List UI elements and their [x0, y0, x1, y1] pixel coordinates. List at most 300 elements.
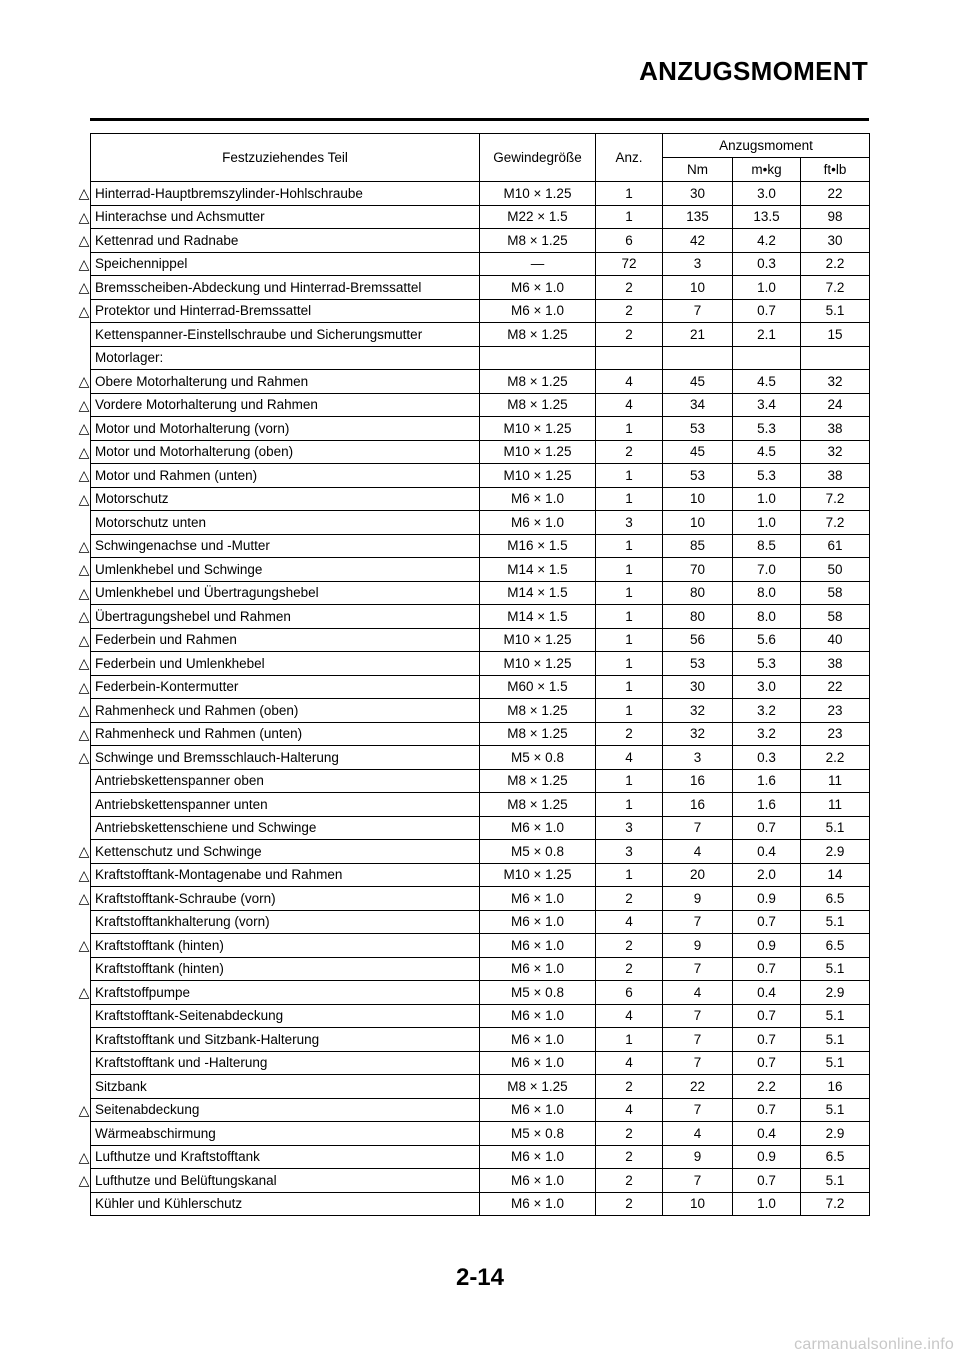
cell-nm: 135 — [663, 205, 733, 229]
cell-nm: 3 — [663, 252, 733, 276]
warning-triangle-icon: △ — [78, 561, 90, 577]
cell-qty: 4 — [596, 746, 663, 770]
table-row — [91, 487, 870, 511]
cell-thread: M6 × 1.0 — [480, 910, 596, 934]
cell-qty: 1 — [596, 628, 663, 652]
cell-qty: 1 — [596, 652, 663, 676]
cell-part: Speichennippel — [91, 252, 480, 276]
table-row — [91, 934, 870, 958]
table-row — [91, 370, 870, 394]
cell-part: Motor und Motorhalterung (vorn) — [91, 417, 480, 441]
table-row — [91, 675, 870, 699]
column-header-ftlb: ft•lb — [801, 158, 870, 182]
warning-triangle-icon: △ — [78, 679, 90, 695]
cell-part: Antriebskettenschiene und Schwinge — [91, 816, 480, 840]
cell-mkg: 3.2 — [733, 699, 801, 723]
cell-nm: 53 — [663, 464, 733, 488]
table-row — [91, 299, 870, 323]
cell-ftlb: 5.1 — [801, 957, 870, 981]
cell-part: Obere Motorhalterung und Rahmen — [91, 370, 480, 394]
cell-qty: 6 — [596, 229, 663, 253]
cell-nm: 10 — [663, 1192, 733, 1216]
cell-mkg: 8.0 — [733, 581, 801, 605]
cell-qty: 1 — [596, 558, 663, 582]
cell-part: Kraftstofftank und -Halterung — [91, 1051, 480, 1075]
table-row — [91, 346, 870, 370]
cell-mkg: 2.0 — [733, 863, 801, 887]
cell-thread: M6 × 1.0 — [480, 1098, 596, 1122]
cell-thread: M5 × 0.8 — [480, 1122, 596, 1146]
cell-ftlb: 38 — [801, 417, 870, 441]
table-row — [91, 534, 870, 558]
warning-triangle-icon: △ — [78, 491, 90, 507]
cell-part: Rahmenheck und Rahmen (oben) — [91, 699, 480, 723]
cell-thread: M6 × 1.0 — [480, 934, 596, 958]
cell-part: Federbein und Umlenkhebel — [91, 652, 480, 676]
cell-qty: 4 — [596, 393, 663, 417]
cell-qty: 2 — [596, 323, 663, 347]
cell-part: Kühler und Kühlerschutz — [91, 1192, 480, 1216]
cell-part: Wärmeabschirmung — [91, 1122, 480, 1146]
cell-thread: M8 × 1.25 — [480, 323, 596, 347]
cell-thread: — — [480, 252, 596, 276]
cell-mkg: 0.9 — [733, 1145, 801, 1169]
warning-triangle-icon: △ — [78, 937, 90, 953]
cell-thread: M8 × 1.25 — [480, 393, 596, 417]
cell-qty — [596, 346, 663, 370]
column-header-qty: Anz. — [596, 134, 663, 182]
cell-ftlb: 5.1 — [801, 816, 870, 840]
cell-mkg: 0.7 — [733, 1028, 801, 1052]
cell-thread: M6 × 1.0 — [480, 511, 596, 535]
cell-nm: 10 — [663, 487, 733, 511]
cell-mkg: 5.6 — [733, 628, 801, 652]
cell-part: Lufthutze und Belüftungskanal — [91, 1169, 480, 1193]
cell-part: Kraftstofftank-Montagenabe und Rahmen — [91, 863, 480, 887]
cell-qty: 2 — [596, 722, 663, 746]
watermark: carmanualsonline.info — [794, 1336, 954, 1353]
cell-ftlb: 38 — [801, 652, 870, 676]
cell-mkg: 8.5 — [733, 534, 801, 558]
cell-nm: 32 — [663, 722, 733, 746]
cell-part: Kraftstofftank (hinten) — [91, 957, 480, 981]
cell-part: Federbein-Kontermutter — [91, 675, 480, 699]
cell-part: Motorschutz — [91, 487, 480, 511]
table-row — [91, 863, 870, 887]
cell-nm: 7 — [663, 1169, 733, 1193]
warning-triangle-icon: △ — [78, 655, 90, 671]
cell-nm: 53 — [663, 417, 733, 441]
warning-triangle-icon: △ — [78, 1149, 90, 1165]
cell-thread — [480, 346, 596, 370]
cell-qty: 1 — [596, 581, 663, 605]
torque-table — [90, 133, 870, 1216]
cell-part: Kraftstofftank und Sitzbank-Halterung — [91, 1028, 480, 1052]
table-row — [91, 1075, 870, 1099]
cell-mkg — [733, 346, 801, 370]
warning-triangle-icon: △ — [78, 467, 90, 483]
cell-ftlb: 22 — [801, 675, 870, 699]
cell-qty: 1 — [596, 534, 663, 558]
cell-thread: M10 × 1.25 — [480, 464, 596, 488]
cell-ftlb: 30 — [801, 229, 870, 253]
cell-ftlb — [801, 346, 870, 370]
cell-qty: 4 — [596, 1051, 663, 1075]
cell-mkg: 8.0 — [733, 605, 801, 629]
cell-part: Motorschutz unten — [91, 511, 480, 535]
cell-qty: 1 — [596, 699, 663, 723]
cell-thread: M8 × 1.25 — [480, 769, 596, 793]
cell-qty: 2 — [596, 1122, 663, 1146]
cell-part: Kraftstofftank-Schraube (vorn) — [91, 887, 480, 911]
cell-part: Rahmenheck und Rahmen (unten) — [91, 722, 480, 746]
cell-thread: M6 × 1.0 — [480, 276, 596, 300]
warning-triangle-icon: △ — [78, 608, 90, 624]
warning-triangle-icon: △ — [78, 585, 90, 601]
cell-part: Federbein und Rahmen — [91, 628, 480, 652]
cell-mkg: 0.3 — [733, 252, 801, 276]
cell-part: Kettenrad und Radnabe — [91, 229, 480, 253]
torque-table-body — [91, 182, 870, 1216]
cell-part: Kettenschutz und Schwinge — [91, 840, 480, 864]
cell-mkg: 0.4 — [733, 1122, 801, 1146]
cell-ftlb: 24 — [801, 393, 870, 417]
warning-triangle-icon: △ — [78, 984, 90, 1000]
cell-qty: 2 — [596, 1192, 663, 1216]
table-row — [91, 417, 870, 441]
cell-nm: 45 — [663, 440, 733, 464]
table-row — [91, 1098, 870, 1122]
cell-thread: M10 × 1.25 — [480, 652, 596, 676]
cell-mkg: 1.6 — [733, 769, 801, 793]
cell-part: Schwinge und Bremsschlauch-Halterung — [91, 746, 480, 770]
warning-triangle-icon: △ — [78, 279, 90, 295]
cell-nm: 56 — [663, 628, 733, 652]
cell-mkg: 0.7 — [733, 1098, 801, 1122]
table-row — [91, 652, 870, 676]
cell-thread: M6 × 1.0 — [480, 1004, 596, 1028]
column-header-nm: Nm — [663, 158, 733, 182]
cell-qty: 4 — [596, 910, 663, 934]
cell-thread: M6 × 1.0 — [480, 299, 596, 323]
cell-qty: 2 — [596, 1169, 663, 1193]
cell-mkg: 1.0 — [733, 276, 801, 300]
table-row — [91, 1169, 870, 1193]
cell-ftlb: 7.2 — [801, 487, 870, 511]
cell-part: Bremsscheiben-Abdeckung und Hinterrad-Bremssattel — [91, 276, 480, 300]
cell-qty: 1 — [596, 793, 663, 817]
table-row — [91, 769, 870, 793]
cell-mkg: 1.0 — [733, 511, 801, 535]
cell-qty: 1 — [596, 1028, 663, 1052]
cell-ftlb: 32 — [801, 370, 870, 394]
cell-ftlb: 7.2 — [801, 276, 870, 300]
cell-ftlb: 7.2 — [801, 1192, 870, 1216]
cell-part: Hinterrad-Hauptbremszylinder-Hohlschraube — [91, 182, 480, 206]
cell-thread: M14 × 1.5 — [480, 605, 596, 629]
cell-mkg: 2.2 — [733, 1075, 801, 1099]
table-row — [91, 746, 870, 770]
cell-ftlb: 5.1 — [801, 910, 870, 934]
cell-qty: 1 — [596, 675, 663, 699]
cell-qty: 1 — [596, 417, 663, 441]
cell-nm: 80 — [663, 605, 733, 629]
cell-mkg: 13.5 — [733, 205, 801, 229]
cell-mkg: 0.7 — [733, 816, 801, 840]
cell-thread: M6 × 1.0 — [480, 1192, 596, 1216]
table-row — [91, 957, 870, 981]
cell-nm: 16 — [663, 769, 733, 793]
cell-ftlb: 22 — [801, 182, 870, 206]
cell-part: Kraftstoffpumpe — [91, 981, 480, 1005]
cell-qty: 1 — [596, 205, 663, 229]
cell-ftlb: 61 — [801, 534, 870, 558]
cell-ftlb: 6.5 — [801, 887, 870, 911]
cell-part: Antriebskettenspanner unten — [91, 793, 480, 817]
cell-ftlb: 23 — [801, 699, 870, 723]
cell-nm: 16 — [663, 793, 733, 817]
cell-thread: M6 × 1.0 — [480, 887, 596, 911]
cell-mkg: 3.0 — [733, 675, 801, 699]
cell-thread: M5 × 0.8 — [480, 840, 596, 864]
cell-mkg: 0.7 — [733, 299, 801, 323]
cell-part: Umlenkhebel und Schwinge — [91, 558, 480, 582]
cell-mkg: 0.9 — [733, 934, 801, 958]
cell-mkg: 4.5 — [733, 370, 801, 394]
cell-ftlb: 40 — [801, 628, 870, 652]
cell-thread: M10 × 1.25 — [480, 440, 596, 464]
cell-thread: M8 × 1.25 — [480, 1075, 596, 1099]
cell-nm: 4 — [663, 1122, 733, 1146]
cell-ftlb: 5.1 — [801, 1051, 870, 1075]
table-row — [91, 393, 870, 417]
cell-ftlb: 98 — [801, 205, 870, 229]
cell-ftlb: 2.9 — [801, 840, 870, 864]
cell-mkg: 3.0 — [733, 182, 801, 206]
cell-nm: 3 — [663, 746, 733, 770]
cell-ftlb: 15 — [801, 323, 870, 347]
cell-nm: 9 — [663, 887, 733, 911]
warning-triangle-icon: △ — [78, 702, 90, 718]
cell-nm: 4 — [663, 981, 733, 1005]
cell-qty: 2 — [596, 934, 663, 958]
cell-nm: 7 — [663, 1098, 733, 1122]
warning-triangle-icon: △ — [78, 726, 90, 742]
cell-thread: M8 × 1.25 — [480, 229, 596, 253]
cell-qty: 2 — [596, 440, 663, 464]
table-row — [91, 205, 870, 229]
cell-qty: 1 — [596, 863, 663, 887]
cell-qty: 6 — [596, 981, 663, 1005]
table-row — [91, 1004, 870, 1028]
cell-mkg: 1.0 — [733, 487, 801, 511]
warning-triangle-icon: △ — [78, 867, 90, 883]
cell-qty: 3 — [596, 840, 663, 864]
cell-ftlb: 58 — [801, 605, 870, 629]
cell-mkg: 5.3 — [733, 652, 801, 676]
cell-qty: 1 — [596, 487, 663, 511]
cell-nm: 85 — [663, 534, 733, 558]
cell-qty: 2 — [596, 1145, 663, 1169]
cell-part: Sitzbank — [91, 1075, 480, 1099]
cell-nm: 7 — [663, 299, 733, 323]
warning-triangle-icon: △ — [78, 1102, 90, 1118]
cell-part: Umlenkhebel und Übertragungshebel — [91, 581, 480, 605]
cell-nm: 20 — [663, 863, 733, 887]
table-row — [91, 816, 870, 840]
cell-mkg: 0.7 — [733, 1169, 801, 1193]
cell-part: Kraftstofftank (hinten) — [91, 934, 480, 958]
cell-mkg: 5.3 — [733, 464, 801, 488]
cell-thread: M14 × 1.5 — [480, 558, 596, 582]
cell-nm: 22 — [663, 1075, 733, 1099]
table-row — [91, 252, 870, 276]
column-header-mkg: m•kg — [733, 158, 801, 182]
warning-triangle-icon: △ — [78, 749, 90, 765]
table-row — [91, 840, 870, 864]
table-row — [91, 793, 870, 817]
cell-ftlb: 5.1 — [801, 299, 870, 323]
cell-thread: M10 × 1.25 — [480, 417, 596, 441]
cell-mkg: 0.7 — [733, 1004, 801, 1028]
warning-triangle-icon: △ — [78, 232, 90, 248]
cell-part: Hinterachse und Achsmutter — [91, 205, 480, 229]
cell-mkg: 0.7 — [733, 1051, 801, 1075]
cell-part: Antriebskettenspanner oben — [91, 769, 480, 793]
warning-triangle-icon: △ — [78, 185, 90, 201]
cell-qty: 1 — [596, 769, 663, 793]
cell-mkg: 2.1 — [733, 323, 801, 347]
cell-nm: 53 — [663, 652, 733, 676]
column-header-part: Festzuziehendes Teil — [91, 134, 480, 182]
cell-thread: M5 × 0.8 — [480, 981, 596, 1005]
cell-mkg: 4.5 — [733, 440, 801, 464]
table-row — [91, 605, 870, 629]
cell-qty: 72 — [596, 252, 663, 276]
cell-thread: M5 × 0.8 — [480, 746, 596, 770]
warning-triangle-icon: △ — [78, 373, 90, 389]
cell-ftlb: 32 — [801, 440, 870, 464]
cell-mkg: 3.2 — [733, 722, 801, 746]
cell-nm: 42 — [663, 229, 733, 253]
cell-part: Protektor und Hinterrad-Bremssattel — [91, 299, 480, 323]
cell-nm: 9 — [663, 934, 733, 958]
table-row — [91, 1122, 870, 1146]
cell-qty: 3 — [596, 816, 663, 840]
table-row — [91, 464, 870, 488]
table-row — [91, 628, 870, 652]
cell-nm: 30 — [663, 675, 733, 699]
cell-ftlb: 2.2 — [801, 252, 870, 276]
cell-thread: M6 × 1.0 — [480, 1051, 596, 1075]
warning-triangle-icon: △ — [78, 1172, 90, 1188]
table-row — [91, 440, 870, 464]
cell-mkg: 0.7 — [733, 910, 801, 934]
table-row — [91, 699, 870, 723]
cell-nm: 7 — [663, 816, 733, 840]
column-header-torque: Anzugsmoment — [663, 134, 870, 158]
cell-nm: 70 — [663, 558, 733, 582]
cell-qty: 4 — [596, 1098, 663, 1122]
cell-nm: 10 — [663, 276, 733, 300]
cell-part: Schwingenachse und -Mutter — [91, 534, 480, 558]
cell-ftlb: 14 — [801, 863, 870, 887]
cell-mkg: 3.4 — [733, 393, 801, 417]
warning-triangle-icon: △ — [78, 632, 90, 648]
cell-ftlb: 11 — [801, 793, 870, 817]
cell-thread: M22 × 1.5 — [480, 205, 596, 229]
cell-thread: M6 × 1.0 — [480, 487, 596, 511]
cell-nm: 7 — [663, 957, 733, 981]
table-row — [91, 229, 870, 253]
cell-qty: 2 — [596, 276, 663, 300]
cell-qty: 4 — [596, 370, 663, 394]
cell-thread: M8 × 1.25 — [480, 370, 596, 394]
table-row — [91, 1145, 870, 1169]
cell-part: Kraftstofftank-Seitenabdeckung — [91, 1004, 480, 1028]
cell-nm: 4 — [663, 840, 733, 864]
warning-triangle-icon: △ — [78, 303, 90, 319]
page-title: ANZUGSMOMENT — [639, 56, 868, 86]
cell-mkg: 0.9 — [733, 887, 801, 911]
cell-ftlb: 23 — [801, 722, 870, 746]
cell-ftlb: 11 — [801, 769, 870, 793]
cell-mkg: 0.3 — [733, 746, 801, 770]
cell-part: Motor und Rahmen (unten) — [91, 464, 480, 488]
cell-ftlb: 2.9 — [801, 981, 870, 1005]
cell-nm — [663, 346, 733, 370]
table-row — [91, 182, 870, 206]
warning-triangle-icon: △ — [78, 256, 90, 272]
cell-qty: 2 — [596, 957, 663, 981]
warning-triangle-icon: △ — [78, 209, 90, 225]
warning-triangle-icon: △ — [78, 890, 90, 906]
cell-qty: 4 — [596, 1004, 663, 1028]
cell-thread: M16 × 1.5 — [480, 534, 596, 558]
table-row — [91, 910, 870, 934]
table-row — [91, 1192, 870, 1216]
cell-thread: M8 × 1.25 — [480, 722, 596, 746]
cell-qty: 1 — [596, 464, 663, 488]
cell-ftlb: 2.9 — [801, 1122, 870, 1146]
cell-nm: 32 — [663, 699, 733, 723]
cell-ftlb: 5.1 — [801, 1098, 870, 1122]
cell-part: Übertragungshebel und Rahmen — [91, 605, 480, 629]
cell-qty: 2 — [596, 299, 663, 323]
cell-thread: M10 × 1.25 — [480, 628, 596, 652]
cell-thread: M10 × 1.25 — [480, 182, 596, 206]
cell-thread: M8 × 1.25 — [480, 699, 596, 723]
cell-thread: M6 × 1.0 — [480, 957, 596, 981]
cell-nm: 80 — [663, 581, 733, 605]
cell-ftlb: 5.1 — [801, 1028, 870, 1052]
table-row — [91, 981, 870, 1005]
table-row — [91, 323, 870, 347]
cell-ftlb: 6.5 — [801, 1145, 870, 1169]
cell-mkg: 0.4 — [733, 981, 801, 1005]
cell-qty: 2 — [596, 887, 663, 911]
cell-mkg: 7.0 — [733, 558, 801, 582]
cell-nm: 7 — [663, 1004, 733, 1028]
cell-ftlb: 5.1 — [801, 1169, 870, 1193]
cell-thread: M14 × 1.5 — [480, 581, 596, 605]
cell-nm: 7 — [663, 1051, 733, 1075]
cell-thread: M10 × 1.25 — [480, 863, 596, 887]
cell-ftlb: 50 — [801, 558, 870, 582]
cell-qty: 1 — [596, 182, 663, 206]
page-number: 2-14 — [455, 1264, 505, 1291]
table-row — [91, 511, 870, 535]
